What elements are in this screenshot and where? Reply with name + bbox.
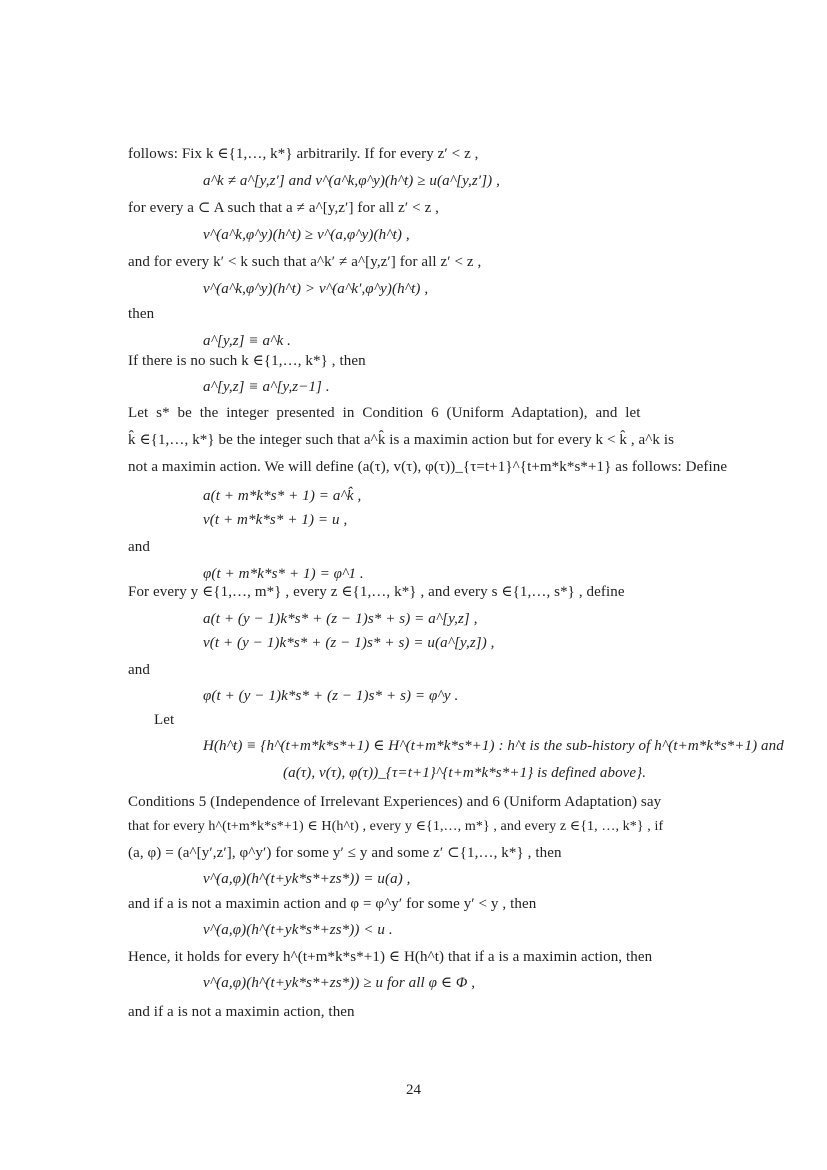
formula-line-14: a(t + m*k*s* + 1) = a^k̂ ,	[203, 488, 362, 504]
text-line-21: and	[128, 662, 150, 678]
text-line-12: k̂ ∈{1,…, k*} be the integer such that a^k̂ is a maximin action but for every k < k̂ , a^k is	[128, 432, 675, 448]
text-line-5: and for every k′ < k such that a^k′ ≠ a^[y,z′] for all z′ < z ,	[128, 254, 482, 270]
text-line-9: If there is no such k ∈{1,…, k*} , then	[128, 353, 366, 369]
text-line-18: For every y ∈{1,…, m*} , every z ∈{1,…, k*} , and every s ∈{1,…, s*} , define	[128, 584, 625, 600]
formula-line-17: φ(t + m*k*s* + 1) = φ^1 .	[203, 566, 364, 582]
formula-line-31: v^(a,φ)(h^(t+yk*s*+zs*)) < u .	[203, 922, 393, 938]
formula-line-10: a^[y,z] ≡ a^[y,z−1] .	[203, 379, 330, 395]
formula-line-20: v(t + (y − 1)k*s* + (z − 1)s* + s) = u(a^[y,z]) ,	[203, 635, 495, 651]
formula-line-15: v(t + m*k*s* + 1) = u ,	[203, 512, 348, 528]
formula-line-4: v^(a^k,φ^y)(h^t) ≥ v^(a,φ^y)(h^t) ,	[203, 227, 410, 243]
text-line-1: follows: Fix k ∈{1,…, k*} arbitrarily. If for every z′ < z ,	[128, 146, 479, 162]
formula-line-19: a(t + (y − 1)k*s* + (z − 1)s* + s) = a^[y,z] ,	[203, 611, 478, 627]
text-line-23: Let	[154, 712, 175, 728]
formula-line-8: a^[y,z] ≡ a^k .	[203, 333, 292, 349]
text-line-13: not a maximin action. We will define (a(τ), v(τ), φ(τ))_{τ=t+1}^{t+m*k*s*+1} as follows: Define	[128, 459, 728, 475]
text-line-34: and if a is not a maximin action, then	[128, 1004, 355, 1020]
text-line-3: for every a ⊂ A such that a ≠ a^[y,z′] for all z′ < z ,	[128, 200, 440, 216]
text-line-7: then	[128, 306, 155, 322]
formula-line-25: (a(τ), v(τ), φ(τ))_{τ=t+1}^{t+m*k*s*+1} is defined above}.	[283, 765, 647, 781]
text-line-26: Conditions 5 (Independence of Irrelevant Experiences) and 6 (Uniform Adaptation) say	[128, 794, 662, 810]
formula-line-24: H(h^t) ≡ {h^(t+m*k*s*+1) ∈ H^(t+m*k*s*+1) : h^t is the sub-history of h^(t+m*k*s*+1) and	[203, 738, 784, 754]
formula-line-29: v^(a,φ)(h^(t+yk*s*+zs*)) = u(a) ,	[203, 871, 411, 887]
text-line-30: and if a is not a maximin action and φ = φ^y′ for some y′ < y , then	[128, 896, 537, 912]
text-line-27: that for every h^(t+m*k*s*+1) ∈ H(h^t) , every y ∈{1,…, m*} , and every z ∈{1, …, k*} , if	[128, 819, 664, 834]
formula-line-22: φ(t + (y − 1)k*s* + (z − 1)s* + s) = φ^y .	[203, 688, 459, 704]
formula-line-6: v^(a^k,φ^y)(h^t) > v^(a^k′,φ^y)(h^t) ,	[203, 281, 429, 297]
formula-line-33: v^(a,φ)(h^(t+yk*s*+zs*)) ≥ u for all φ ∈ Φ ,	[203, 975, 476, 991]
text-line-28: (a, φ) = (a^[y′,z′], φ^y′) for some y′ ≤ y and some z′ ⊂{1,…, k*} , then	[128, 845, 562, 861]
text-line-32: Hence, it holds for every h^(t+m*k*s*+1) ∈ H(h^t) that if a is a maximin action, then	[128, 949, 653, 965]
text-line-16: and	[128, 539, 150, 555]
formula-line-2: a^k ≠ a^[y,z′] and v^(a^k,φ^y)(h^t) ≥ u(a^[y,z′]) ,	[203, 173, 500, 189]
page-number: 24	[406, 1082, 421, 1098]
text-line-11: Let s* be the integer presented in Condition 6 (Uniform Adaptation), and let	[128, 405, 641, 421]
